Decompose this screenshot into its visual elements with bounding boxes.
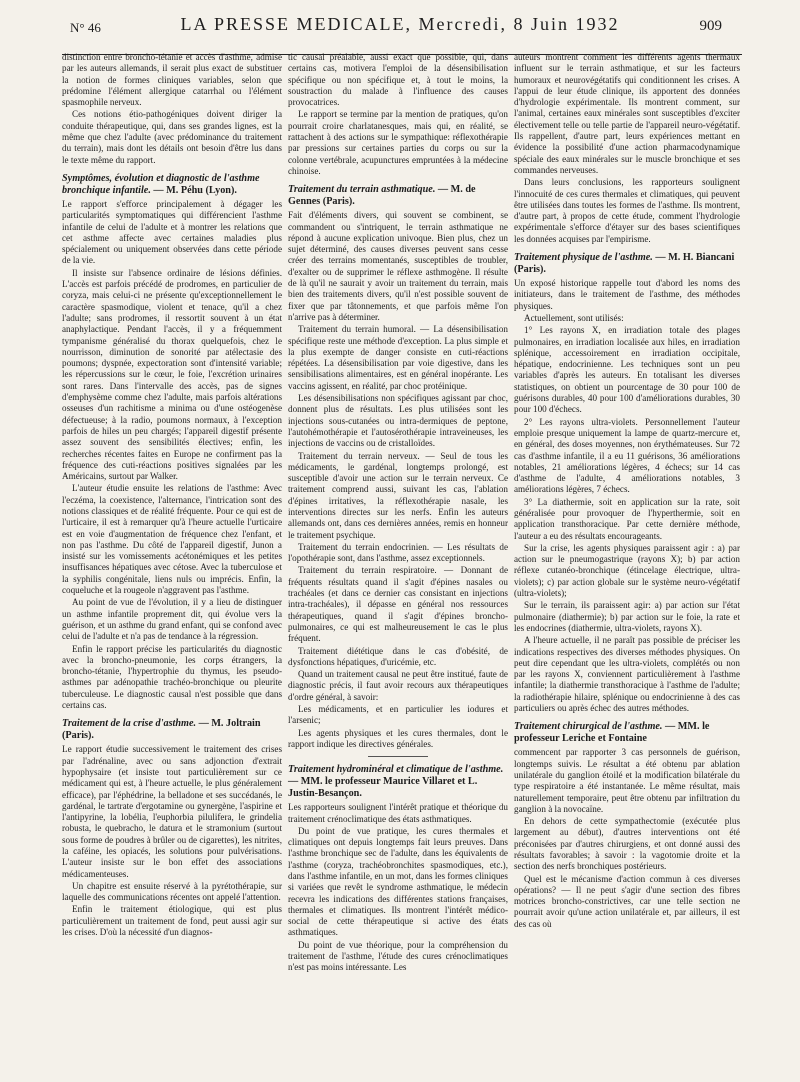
paragraph: commencent par rapporter 3 cas personnels de guérison, longtemps suivis. Le résultat a été obtenu par ablation unilatérale du ganglion étoilé et la modification bilatérale du type respiratoire a été instantanée. Le même résultat, mais naturellement temporaire, peut être obtenu par infiltration du ganglion à la novocaïne. [514, 747, 740, 814]
journal-title: LA PRESSE MEDICALE, Mercredi, 8 Juin 1932 [180, 14, 620, 34]
paragraph: Le rapport se termine par la mention de pratiques, qu'on pourrait croire charlatanesques, mais qui, en réalité, se rattachent à des actions sur le sympathique: réflexothérapie par pressions sur certaines parties du corps ou sur la colonne vertébrale, acupunctures empruntées à la médecine chinoise. [288, 109, 508, 176]
paragraph: Du point de vue pratique, les cures thermales et climatiques ont depuis longtemps fait leurs preuves. Dans l'asthme bronchique sec de l'adulte, dans les équivalents de l'asthme (coryza, trachéobronchites spasmodiques, etc.), dans l'asthme infantile, en un mot, dans les formes cliniques si variées que revêt le syndrome asthmatique, le médecin recevra les indications des différentes stations françaises, thermales et climatiques. Ils montrent l'intérêt médico-social de cette thérapeutique si active des états asthmatiques. [288, 825, 508, 938]
paragraph: Les désensibilisations non spécifiques agissant par choc, donnent plus de résultats. Les plus utilisées sont les injections sous-cutanées ou intra-dermiques de peptone, l'autohémothérapie et l'autosérothérapie intraveineuses, les injections de vaccins ou de cristalloïdes. [288, 393, 508, 449]
paragraph: Au point de vue de l'évolution, il y a lieu de distinguer un asthme infantile proprement dit, qui évolue vers la guérison, et un asthme du grand enfant, qui se confond avec celui de l'adulte et n'a pas de tendance à la régression. [62, 597, 282, 642]
paragraph: Traitement du terrain endocrinien. — Les résultats de l'opothérapie sont, dans l'asthme, assez exceptionnels. [288, 541, 508, 564]
paragraph: Actuellement, sont utilisés: [524, 312, 624, 323]
paragraph: Dans leurs conclusions, les rapporteurs soulignent l'innocuité de ces cures thermales et climatiques, qui peuvent être utilisées dans toutes les formes de l'asthme. Ils montrent, d'autre part, à propos de cette étude, comment l'hydrologie expérimentale s'efforce d'étayer sur des bases scientifiques les données acquises par l'empirisme. [514, 177, 740, 244]
paragraph: A l'heure actuelle, il ne paraît pas possible de préciser les indications respectives des diverses méthodes physiques. On peut dire cependant que les ultra-violets, complétés ou non par les rayons X, conviennent particulièrement à l'asthme infantile; la diathermie transthoracique à l'asthme de l'adulte; la radiothérapie hilaire, splénique ou endocrinienne à des cas particuliers ou après échec des autres méthodes. [514, 635, 740, 714]
paragraph: auteurs montrent comment les différents agents thermaux influent sur le terrain asthmatique, et sur les facteurs humoraux et neurovégétatifs qui conditionnent les crises. A l'appui de leur étude clinique, ils apportent des données d'hydrologie expérimentale. Ils montrent comment, sur l'animal, certaines eaux minérales sont susceptibles d'exciter électivement telle ou telle partie de l'appareil neuro-végétatif. Ils rappellent, d'autre part, leurs expériences mettant en évidence la possibilité d'une action pharmacodynamique spéciale des eaux minérales sur le muscle bronchique et ses commandes nerveuses. [514, 52, 740, 175]
paragraph: Un chapitre est ensuite réservé à la pyrétothérapie, sur laquelle des communications récentes ont appelé l'attention. [62, 880, 282, 903]
paragraph: distinction entre broncho-tétanie et accès d'asthme, admise par les auteurs allemands, il serait plus exact de substituer la notion de formes cliniques variables, selon que prédomine l'élément allergique catarrhal ou l'élément spasmophile nerveux. [62, 52, 282, 108]
paragraph: Un exposé historique rappelle tout d'abord les noms des initiateurs, dans le traitement de l'asthme, des méthodes physiques. [514, 278, 740, 311]
section-heading [514, 252, 740, 276]
section-title: Traitement chirurgical de l'asthme. [514, 721, 663, 733]
paragraph: Traitement du terrain humoral. — La désensibilisation spécifique reste une méthode d'exception. La plus simple et la plus exempte de danger consiste en cuti-réactions répétées. La désensibilisation par voie digestive, dans les sensibilisations alimentaires, est en général inopérante. Les vaccins agissent, en réalité, par choc protéinique. [288, 324, 508, 391]
paragraph: Enfin le traitement étiologique, qui est plus particulièrement un traitement de fond, peut aussi agir sur les crises. D'où la nécessité d'un diagnos- [62, 904, 282, 938]
paragraph: Le rapport étudie successivement le traitement des crises par l'adrénaline, avec ou sans adjonction d'extrait hypophysaire (et insiste tout particulièrement sur ce médicament qui est, à l'heure actuelle, le plus généralement efficace), par l'éphédrine, la belladone et ses succédanés, le gardénal, le tartrate d'ergotamine ou gynergène, l'aspirine et l'antipyrine, la lobélia, l'euphorbia pilulifera, le grindelia robusta, le quebracho, le datura et le stramonium (surtout sous forme de poudres à brûler ou de cigarettes), les nitrites, la caféine, les opiacés, les solutions pour pulvérisations. L'auteur insiste sur le bon effet des associations médicamenteuses. [62, 744, 282, 879]
paragraph: Traitement du terrain nerveux. — Seul de tous les médicaments, le gardénal, longtemps prolongé, est susceptible d'avoir une action sur le terrain nerveux. Ce traitement comprend aussi, suivant les cas, l'ablation d'épines irritatives, la réflexothérapie nasale, les interventions directes sur les nerfs. Enfin les auteurs allemands ont, dans ces dernières années, remis en honneur le traitement psychique. [288, 450, 508, 540]
section-title: Symptômes, évolution et diagnostic de l'asthme bronchique infantile. [62, 172, 260, 196]
section-author: — M. de Gennes (Paris). [288, 184, 476, 208]
paragraph: Quand un traitement causal ne peut être institué, faute de diagnostic précis, il faut avoir recours aux thérapeutiques d'ordre général, à savoir: [288, 669, 508, 702]
section-heading [288, 764, 508, 800]
section-heading [62, 173, 282, 197]
paragraph: Le rapport s'efforce principalement à dégager les particularités symptomatiques qui différencient l'asthme infantile de celui de l'adulte et à montrer les relations que cet asthme affecte avec certaines maladies plus spécialement ou uniquement observées dans cette période de la vie. [62, 198, 282, 266]
page-number: 909 [699, 18, 722, 34]
paragraph: tic causal préalable, aussi exact que possible, qui, dans certains cas, motivera l'emploi de la désensibilisation spécifique ou non spécifique et, à tout le moins, la soustraction du malade à l'influence des causes provocatrices. [288, 52, 508, 108]
section-divider [368, 756, 428, 757]
text-column-2 [288, 52, 508, 975]
paragraph: En dehors de cette sympathectomie (exécutée plus largement au début), d'autres interventions ont été préconisées par d'autres chirurgiens, et ont donné aussi des résultats favorables; à savoir : la vagotomie droite et la section des nerfs bronchiques postérieurs. [514, 816, 740, 872]
paragraph: 3° La diathermie, soit en application sur la rate, soit généralisée pour provoquer de l'hyperthermie, soit en application transthoracique. Par cette dernière méthode, l'auteur a eu des résultats encourageants. [514, 496, 740, 541]
section-heading [288, 184, 508, 208]
paragraph: L'auteur étudie ensuite les relations de l'asthme: Avec l'eczéma, la coexistence, l'alternance, l'intrication sont des notions classiques et de réalité fréquente. Pour ce qui est de l'urticaire, il est à remarquer qu'à l'heure actuelle l'urticaire est en voie d'augmentation de fréquence chez l'enfant, et non pas l'asthme. Du côté de l'appareil digestif, Junon a insisté sur les vomissements acétonémiques et les petites insuffisances hépatiques avec cétose. Avec la tuberculose et la syphilis congénitale, liens nuls ou imprécis. Enfin, la coqueluche et la rougeole n'aggravent pas l'asthme. [62, 483, 282, 596]
paragraph: Ces notions étio-pathogéniques doivent diriger la conduite thérapeutique, qui, dans ses grandes lignes, est la même que chez l'adulte (avec prédominance du traitement du terrain), mais dont les détails ont besoin d'être lus dans le texte même du rapport. [62, 109, 282, 165]
section-author: — MM. le professeur Maurice Villaret et L. Justin-Besançon. [288, 776, 478, 800]
section-author: — MM. le professeur Leriche et Fontaine [514, 721, 710, 745]
issue-number: N° 46 [70, 20, 101, 35]
paragraph: Sur le terrain, ils paraissent agir: a) par action sur l'état pulmonaire (diathermie); b) par action sur le foie, la rate et les endocrines (diathermie, ultra-violets, rayons X). [514, 600, 740, 633]
section-heading [514, 721, 740, 745]
section-title: Traitement du terrain asthmatique. [288, 184, 436, 196]
text-column-1 [62, 52, 282, 939]
section-title: Traitement de la crise d'asthme. [62, 718, 197, 730]
paragraph: Traitement du terrain respiratoire. — Donnant de fréquents résultats quand il s'agit d'épines nasales ou trachéales (et dans ce dernier cas consistant en injections intra-trachéales), il dépasse en général nos ressources thérapeutiques, quand il s'agit d'épines broncho-pulmonaires, ce qui est malheureusement le cas le plus fréquent. [288, 565, 508, 644]
paragraph: Les rapporteurs soulignent l'intérêt pratique et théorique du traitement crénoclimatique des états asthmatiques. [288, 802, 508, 824]
paragraph: Fait d'éléments divers, qui souvent se combinent, se commandent ou s'intriquent, le terrain asthmatique ne répond à aucune explication univoque. Bien plus, chez un sujet déterminé, des causes diverses peuvent sans cesse créer des terrains momentanés, susceptibles de troubler, d'exalter ou de supprimer le réflexe asthmogène. Il résulte de là qu'il ne saurait y avoir un traitement du terrain, mais bien des traitements divers, qu'il n'est possible souvent de fixer que par tâtonnements, et que parfois même l'on n'arrive pas à déterminer. [288, 210, 508, 322]
section-title: Traitement physique de l'asthme. [514, 252, 653, 264]
page-header [0, 14, 800, 44]
paragraph: Du point de vue théorique, pour la compréhension du traitement de l'asthme, l'étude des cures crénoclimatiques n'est pas moins intéressante. Les [288, 939, 508, 973]
paragraph: 2° Les rayons ultra-violets. Personnellement l'auteur emploie presque uniquement la lampe de quartz-mercure et, en général, des doses moyennes, non érythémateuses. Sur 72 cas d'asthme infantile, il a eu 11 guérisons, 36 améliorations notables, 21 améliorations légères, 4 échecs; sur 14 cas d'asthme de l'adulte, 4 améliorations notables, 3 améliorations légères, 7 échecs. [514, 416, 740, 495]
section-title: Traitement hydrominéral et climatique de l'asthme. [288, 764, 504, 776]
paragraph: Enfin le rapport précise les particularités du diagnostic avec la broncho-pneumonie, les corps étrangers, la broncho-tétanie, l'hypertrophie du thymus, les pseudo-asthmes par adénopathie trachéo-bronchique ou pleurite tuberculeuse. Le diagnostic causal n'est possible que dans certains cas. [62, 643, 282, 711]
section-author: — M. Joltrain (Paris). [62, 718, 261, 742]
paragraph: Quel est le mécanisme d'action commun à ces diverses opérations? — Il ne peut s'agir d'une section des fibres motrices broncho-constrictives, car une telle section ne pourrait avoir qu'une action unilatérale et, par ailleurs, il est des cas où [514, 873, 740, 929]
paragraph: Il insiste sur l'absence ordinaire de lésions définies. L'accès est parfois précédé de prodromes, en particulier de coryza, mais celui-ci ne présente qu'exceptionnellement le caractère spasmodique, violent et tenace, qu'il a chez l'adulte; sans prodromes, il ressortit souvent à un état anaphylactique. Pendant l'accès, il y a fréquemment tympanisme généralisé du thorax quelquefois, chez le nourrisson, diminution de sonorité par atélectasie des poumons; dyspnée, expectoration sont d'intensité variable; les répercussions sur le cœur, le foie, l'excrétion urinaires sont rares. Dans l'intervalle des accès, pas de signes d'emphysème comme chez l'adulte, mais parfois altérations osseuses d'un rachitisme a minima ou d'une ostéogenèse défectueuse; à la radio, poumons normaux, à l'exception parfois de hiles un peu chargés; l'appareil digestif présente assez souvent des sensibilités électives; enfin, les recherches récentes faites en Europe ne confirment pas la fréquence des cuti-réactions positives signalées par les Américains, surtout par Walker. [62, 267, 282, 482]
text-column-3 [514, 52, 740, 931]
paragraph: Les médicaments, et en particulier les iodures et l'arsenic; [288, 704, 508, 726]
paragraph: Les agents physiques et les cures thermales, dont le rapport indique les directives générales. [288, 727, 508, 749]
paragraph: Sur la crise, les agents physiques paraissent agir : a) par action sur le pneumogastrique (rayons X); b) par action réflexe cutanéo-bronchique (étincelage électrique, ultra-violets); c) par action globale sur le système neuro-végétatif (ultra-violets); [514, 542, 740, 599]
paragraph: Traitement diététique dans le cas d'obésité, de dysfonctions hépatiques, d'uricémie, etc. [288, 645, 508, 667]
paragraph: 1° Les rayons X, en irradiation totale des plages pulmonaires, en irradiation localisée aux hiles, en irradiation splénique, accessoirement en irradiation occipitale, hépatique, endocrinienne. Les techniques sont un peu variables d'après les auteurs. En totalisant les diverses statistiques, on obtient un pourcentage de 30 pour 100 de guérisons durables, 40 pour 100 d'améliorations durables, 30 pour 100 d'échecs. [514, 325, 740, 415]
section-heading [62, 718, 282, 742]
section-author: — M. H. Biancani (Paris). [514, 252, 735, 276]
section-author: — M. Péhu (Lyon). [153, 184, 237, 196]
